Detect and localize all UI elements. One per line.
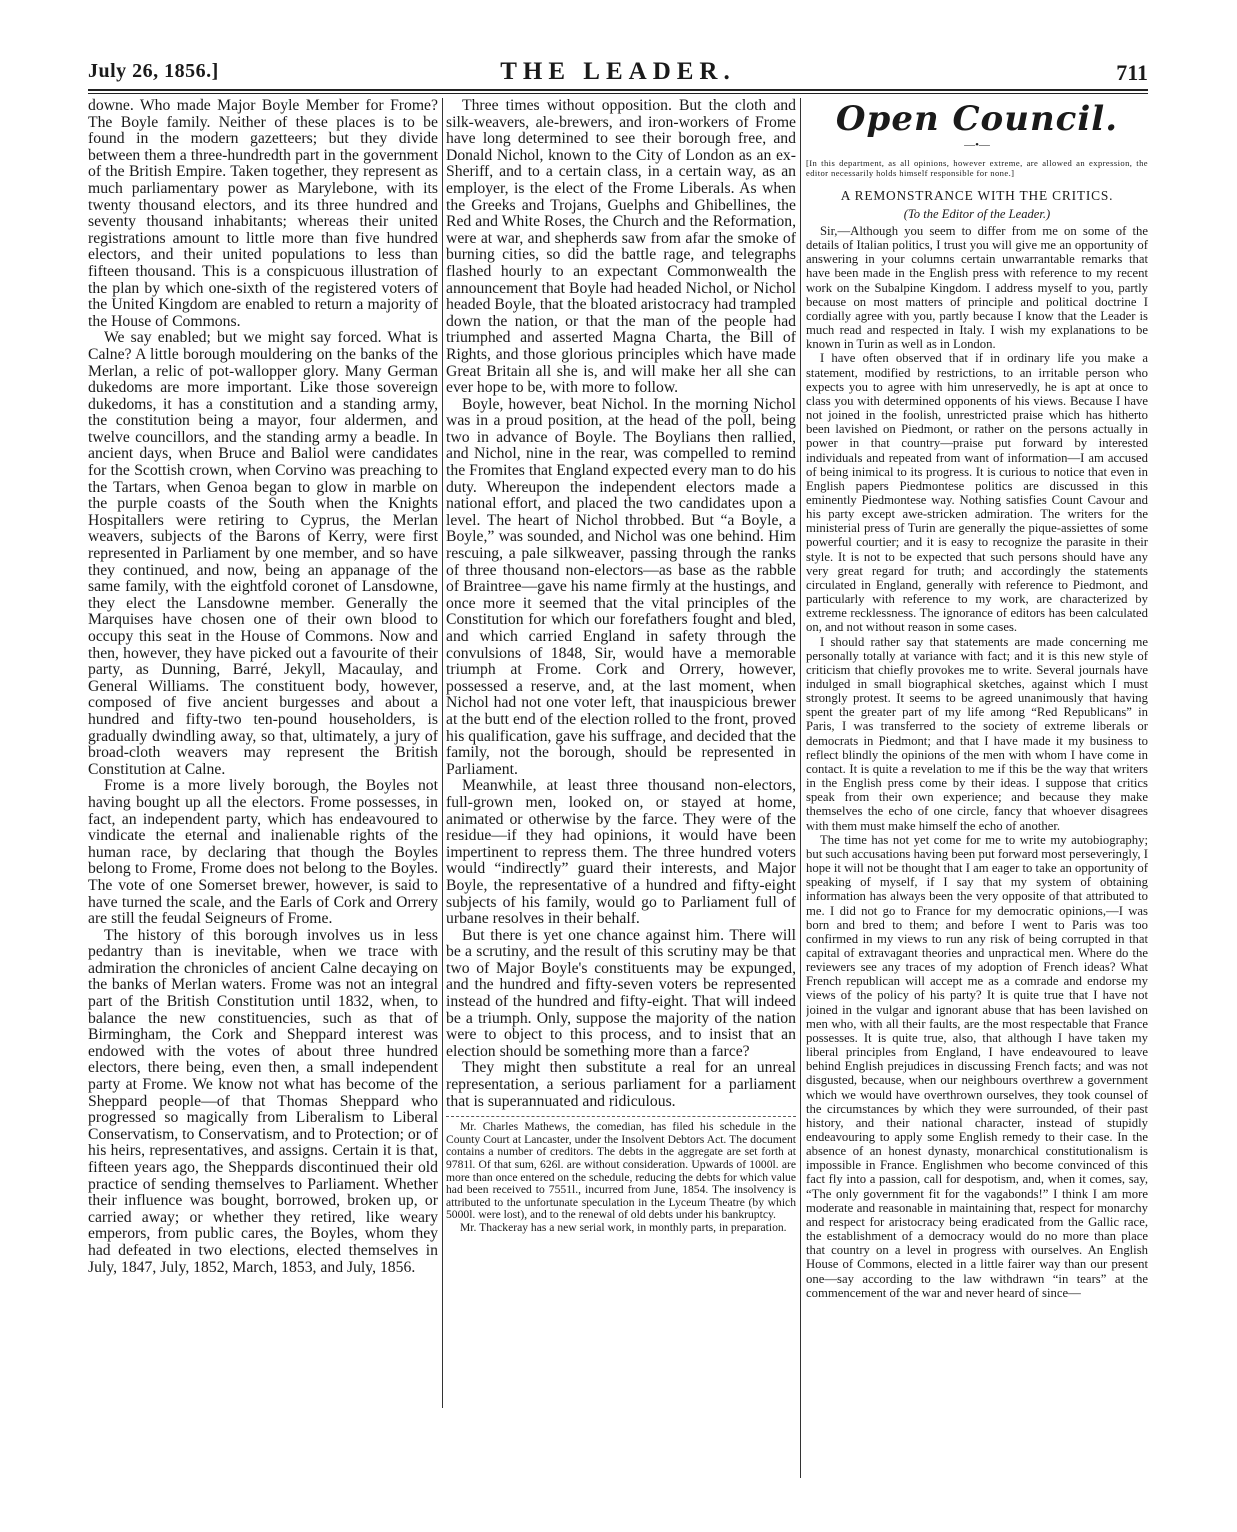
issue-date: July 26, 1856.] (88, 60, 219, 82)
column-divider-1 (442, 98, 443, 1408)
column-3 (806, 98, 1148, 1508)
ornament-dash: —•— (964, 139, 990, 151)
paragraph: Three times without opposition. But the cloth and silk-weavers, ale-brewers, and iron-workers of Frome have long determined to see their borough free, and Donald Nichol, known to the City of London as an ex-Sheriff, and to a certain class, in a certain way, as an employer, is the elect of the Frome Liberals. As when the Greeks and Trojans, Guelphs and Ghibellines, the Red and White Roses, the Church and the Reformation, were at war, and shepherds saw from afar the smoke of burning cities, so did the battle rage, and telegraphs flashed hourly to an expectant Commonwealth the announcement that Boyle had headed Nichol, or Nichol headed Boyle, that the bloated aristocracy had trampled down the nation, or that the man of the people had triumphed and asserted Magna Charta, the Bill of Rights, and those glorious principles which have made Great Britain all she is, and will make her all she can ever hope to be, with more to follow. (446, 98, 796, 397)
paragraph: Boyle, however, beat Nichol. In the morning Nichol was in a proud position, at the head of the poll, being two in advance of Boyle. The Boylians then rallied, and Nichol, nine in the rear, was compelled to remind the Fromites that England expected every man to do his duty. Whereupon the independent electors made a national effort, and placed the two candidates upon a level. The heart of Nichol throbbed. But “a Boyle, a Boyle,” was sounded, and Nichol was one behind. Him rescuing, a pale silkweaver, passing through the ranks of three thousand non-electors—as base as the rabble of Braintree—gave his name firmly at the hustings, and once more it seemed that the vital principles of the Constitution for which our forefathers fought and bled, and which carried England in safety through the convulsions of 1848, Sir, would have a memorable triumph at Frome. Cork and Orrery, however, possessed a reserve, and, at the last moment, when Nichol had not one voter left, that inauspicious brewer at the butt end of the election rolled to the front, proved his qualification, gave his suffrage, and decided that the family, not the borough, should be represented in Parliament. (446, 395, 796, 778)
editorial-note: [In this department, as all opinions, however extreme, are allowed an expression, the editor necessarily holds himself responsible for none.] (806, 158, 1148, 178)
article-headline: A REMONSTRANCE WITH THE CRITICS. (840, 188, 1114, 203)
news-note: Mr. Thackeray has a new serial work, in monthly parts, in preparation. (460, 1220, 787, 1234)
section-title: Open Council. (835, 99, 1119, 139)
page-header (88, 58, 1148, 88)
paragraph: downe. Who made Major Boyle Member for Frome? The Boyle family. Neither of these places is to be found in the modern gazetteers; but they divide between them a three-hundredth part in the government of the British Empire. Taken together, they represent as much parliamentary power as Marylebone, with its twenty thousand electors, and its three hundred and seventy thousand inhabitants; whereas their united registrations amount to little more than five hundred electors, and their united populations to less than fifteen thousand. This is a conspicuous illustration of the plan by which one-sixth of the registered voters of the United Kingdom are enabled to return a majority of the House of Commons. (88, 98, 438, 330)
paragraph: Meanwhile, at least three thousand non-electors, full-grown men, looked on, or stayed at home, animated or otherwise by the farce. They were of the residue—if they had opinions, it would have been impertinent to repress them. The three hundred voters would “indirectly” guard their interests, and Major Boyle, the representative of a hundred and fifty-eight subjects of his family, would go to Parliament full of urbane resolves in their behalf. (446, 777, 796, 928)
paragraph: I have often observed that if in ordinary life you make a statement, modified by restrictions, to an irritable person who expects you to agree with him unreservedly, he is apt at once to class you with determined opponents of his views. Because I have not joined in the foolish, unrestricted praise which has hitherto been lavished on Piedmont, or rather on the persons actually in power in that country—praise put forward by interested individuals and repeated from want of information—I am accused of being inimical to its progress. It is curious to notice that even in English papers Piedmontese politics are discussed in this eminently Piedmontese way. Nothing satisfies Count Cavour and his party except awe-stricken admiration. The writers for the ministerial press of Turin are generally the pique-assiettes of some powerful courtier; and it is easy to recognize the parasite in their style. It is not to be expected that such persons should have any very great regard for truth; and accordingly the statements circulated in England, generally with reference to Piedmont, and particularly with reference to my work, are characterized by extreme recklessness. The ignorance of editors has been calculated on, and not without reason in some cases. (806, 351, 1148, 635)
paragraph: We say enabled; but we might say forced. What is Calne? A little borough mouldering on the banks of the Merlan, a relic of pot-wallopper glory. Many German dukedoms are more important. Like those sovereign dukedoms, it has a constitution and a standing army, the constitution being a mayor, four aldermen, and twelve councillors, and the standing army a beadle. In ancient days, when Bruce and Baliol were candidates for the Scottish crown, when Corvino was preaching to the Tartars, when Genoa began to glow in marble on the purple coasts of the South when the Knights Hospitallers were retiring to Cyprus, the Merlan weavers, subjects of the Barons of Kerry, were first represented in Parliament by one member, and so have they continued, and now, being an appanage of the same family, with the eightfold coronet of Lansdowne, they elect the Lansdowne member. Generally the Marquises have chosen one of their own blood to occupy this seat in the House of Commons. Now and then, however, they have picked out a favourite of their party, as Dunning, Barré, Jekyll, Macaulay, and General Williams. The constituent body, however, composed of five ancient burgesses and about a hundred and fifty-two ten-pound householders, is gradually dwindling away, so that, ultimately, a jury of broad-cloth weavers may represent the British Constitution at Calne. (88, 329, 438, 778)
footnote-rule (446, 1116, 796, 1117)
paragraph: I should rather say that statements are made concerning me personally totally at variance with fact; and it is this new style of criticism that chiefly provokes me to write. Several journals have indulged in small biographical sketches, against which I must strongly protest. It seems to be agreed unanimously that having spent the greater part of my life among “Red Republicans” in Paris, I was transferred to the society of extreme liberals or democrats in Piedmont; and that I have made it my business to reflect blindly the opinions of the men with whom I have come in contact. It is quite a revelation to me if this be the way that writers in the English press come by their ideas. I suppose that critics speak from their own experience; and because they make themselves the echo of one circle, fancy that whoever disagrees with them must make himself the echo of another. (806, 634, 1148, 833)
paragraph: The history of this borough involves us in less pedantry than is inevitable, when we trace with admiration the chronicles of ancient Calne decaying on the banks of Merlan waters. Frome was not an integral part of the British Constitution until 1832, when, to balance the new constituencies, such as that of Birmingham, the Cork and Sheppard interest was endowed with the votes of about three hundred electors, there being, even then, a small independent party at Frome. We know not what has become of the Sheppard people—of that Thomas Sheppard who progressed so magically from Liberalism to Liberal Conservatism, to Conservatism, and to Protection; or of his heirs, representatives, and assigns. Certain it is that, fifteen years ago, the Sheppards discontinued their old practice of sending themselves to Parliament. Whether their influence was bought, borrowed, broken up, or carried away; or whether they retired, like weary emperors, from public cares, the Boyles, whom they had defeated in two elections, elected themselves in July, 1847, July, 1852, March, 1853, and July, 1856. (88, 926, 438, 1276)
header-rule (88, 89, 1148, 91)
paragraph: But there is yet one chance against him. There will be a scrutiny, and the result of this scrutiny may be that two of Major Boyle's constituents may be expunged, and the hundred and fifty-seven voters be represented instead of the hundred and fifty-eight. That will indeed be a triumph. Only, suppose the majority of the nation were to object to this process, and to insist that an election should be something more than a farce? (446, 926, 796, 1060)
paragraph: They might then substitute a real for an unreal representation, a serious parliament for a parliament that is superannuated and ridiculous. (446, 1059, 796, 1110)
page-number: 711 (1116, 60, 1148, 85)
header-rule-thin (88, 93, 1148, 94)
news-note: Mr. Charles Mathews, the comedian, has filed his schedule in the County Court at Lancaster, under the Insolvent Debtors Act. The document contains a number of creditors. The debts in the aggregate are set forth at 9781l. Of that sum, 626l. are without consideration. Upwards of 1000l. are more than once entered on the schedule, reducing the debts for which value had been received to 7551l., incurred from June, 1854. The insolvency is attributed to the unfortunate speculation in the Lyceum Theatre (by which 5000l. were lost), and to the renewal of old debts under his bankruptcy. (446, 1120, 796, 1222)
paragraph: The time has not yet come for me to write my autobiography; but such accusations having been put forward most perseveringly, I hope it will not be thought that I am eager to take an opportunity of speaking of myself, if I say that my system of obtaining information has always been the very opposite of that attributed to me. I did not go to France for my democratic opinions,—I was born and bred to them; and before I went to Paris was too confirmed in my views to run any risk of being corrupted in that capital of extravagant theories and unpractical men. Where do the reviewers see any traces of my adoption of French ideas? What French republican will accept me as a comrade and endorse my views of the policy of his party? It is quite true that I have not joined in the vulgar and ignorant abuse that has been lavished on men who, with all their faults, are the most respectable that France possesses. It is quite true, also, that although I have taken my liberal principles from England, I have endeavoured to leave behind English prejudices in discussing French facts; and was not disgusted, because, when our neighbours overthrew a government which we would have overthrown ourselves, they took counsel of the circumstances by which they were surrounded, of their past history, and their national character, instead of stupidly endeavouring to apply some English remedy to their case. In the absence of an honest dynasty, monarchical constitutionalism is impossible in France. Englishmen who become convinced of this fact fly into a passion, call for despotism, and, when it comes, say, “The only government fit for the vagabonds!” I think I am more moderate and reasonable in maintaining that, respect for monarchy and respect for aristocracy being eradicated from the Gallic race, the establishment of a democracy would do no more than place that country on a level in progress with ourselves. An English House of Commons, elected in a little fairer way than our present one—say according to the law withdrawn “in tears” at the commencement of the war and never heard of since— (806, 832, 1148, 1300)
column-2 (446, 98, 796, 1470)
masthead-title: THE LEADER. (500, 58, 736, 85)
column-divider-2 (800, 98, 801, 1478)
paragraph: Sir,—Although you seem to differ from me on some of the details of Italian politics, I trust you will give me an opportunity of answering in your columns certain unwarrantable remarks that have been made in the English press with reference to my recent work on the Subalpine Kingdom. I address myself to you, partly because on most matters of principle and political doctrine I cordially agree with you, partly because I know that the Leader is much read and respected in Italy. I wish my explanations to be known in Turin as well as in London. (806, 224, 1148, 352)
article-subheadline: (To the Editor of the Leader.) (903, 207, 1051, 221)
column-1 (88, 98, 438, 1470)
paragraph: Frome is a more lively borough, the Boyles not having bought up all the electors. Frome possesses, in fact, an independent party, which has endeavoured to vindicate the eternal and inalienable rights of the human race, by declaring that though the Boyles belong to Frome, Frome does not belong to the Boyles. The vote of one Somerset brewer, however, is said to have turned the scale, and the Earls of Cork and Orrery are still the feudal Seigneurs of Frome. (88, 777, 438, 928)
